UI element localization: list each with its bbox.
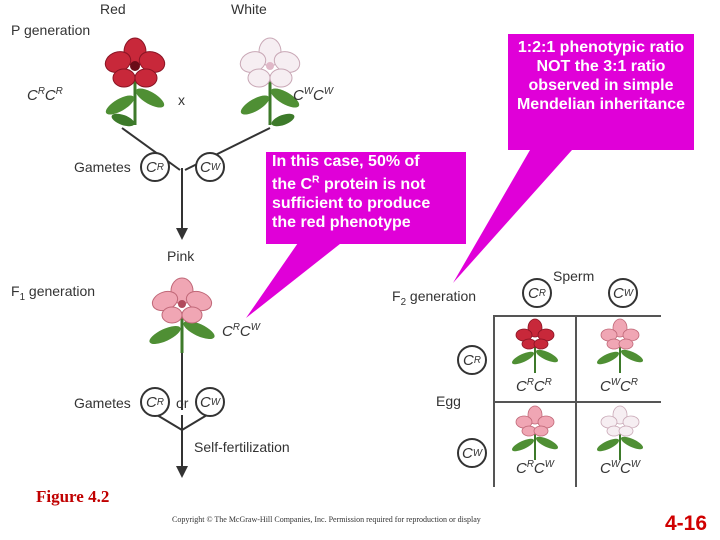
gametes-top-label: Gametes bbox=[74, 159, 131, 175]
protein-callout-text: In this case, 50% of the $C^R$ protein is not sufficient to produce the red phenotype bbox=[272, 153, 431, 232]
sperm-label: Sperm bbox=[553, 268, 595, 284]
pink-label: Pink bbox=[167, 248, 195, 264]
punnett-grid-center bbox=[493, 401, 661, 403]
page-number: 4-16 bbox=[665, 512, 708, 535]
punnett-genotype-crcw: $C^RC^W$ bbox=[516, 459, 554, 477]
or-label: or bbox=[176, 395, 189, 411]
protein-callout bbox=[266, 152, 466, 244]
sperm-cw: C W bbox=[608, 278, 638, 308]
ratio-callout bbox=[508, 34, 694, 150]
punnett-grid-top bbox=[493, 315, 661, 317]
punnett-flower-wr bbox=[590, 318, 650, 374]
p-generation-label: P generation bbox=[11, 22, 91, 38]
gamete-cw-top: C W bbox=[195, 152, 225, 182]
f1-generation-label: $F_1$ generation bbox=[11, 283, 96, 303]
cross-symbol: x bbox=[178, 92, 185, 108]
pink-flower-icon bbox=[510, 406, 559, 460]
pink-flower-icon bbox=[595, 319, 644, 373]
genotype-white: $C^WC^W$ bbox=[293, 86, 334, 104]
punnett-flower-ww bbox=[590, 405, 650, 461]
f2-generation-label: $F_2$ generation bbox=[392, 288, 477, 308]
sperm-cr: C R bbox=[522, 278, 552, 308]
egg-cr: C R bbox=[457, 345, 487, 375]
pink-flower-plant bbox=[135, 275, 230, 355]
pink-flower-icon bbox=[147, 278, 217, 353]
punnett-flower-rw bbox=[505, 405, 565, 461]
self-fertilization-label: Self-fertilization bbox=[194, 439, 290, 455]
gamete-cr-bottom: C R bbox=[140, 387, 170, 417]
figure-label: Figure 4.2 bbox=[36, 487, 110, 506]
red-label: Red bbox=[100, 1, 126, 17]
egg-label: Egg bbox=[436, 393, 461, 409]
red-flower-icon bbox=[510, 319, 559, 373]
punnett-genotype-cwcr: $C^WC^R$ bbox=[600, 377, 638, 395]
punnett-flower-rr bbox=[505, 318, 565, 374]
gamete-cr-top: C R bbox=[140, 152, 170, 182]
genotype-f1: $C^RC^W$ bbox=[222, 322, 260, 340]
gametes-bottom-label: Gametes bbox=[74, 395, 131, 411]
ratio-callout-text: 1:2:1 phenotypic ratio NOT the 3:1 ratio observed in simple Mendelian inheritance bbox=[516, 39, 686, 113]
genotype-red: $C^RC^R$ bbox=[27, 86, 63, 104]
punnett-genotype-crcr: $C^RC^R$ bbox=[516, 377, 552, 395]
white-label: White bbox=[231, 1, 267, 17]
white-flower-icon bbox=[595, 406, 644, 460]
egg-cw: C W bbox=[457, 438, 487, 468]
copyright-notice: Copyright © The McGraw-Hill Companies, Inc. Permission required for reproduction or display bbox=[172, 515, 481, 524]
gamete-cw-bottom: C W bbox=[195, 387, 225, 417]
punnett-genotype-cwcw: $C^WC^W$ bbox=[600, 459, 641, 477]
